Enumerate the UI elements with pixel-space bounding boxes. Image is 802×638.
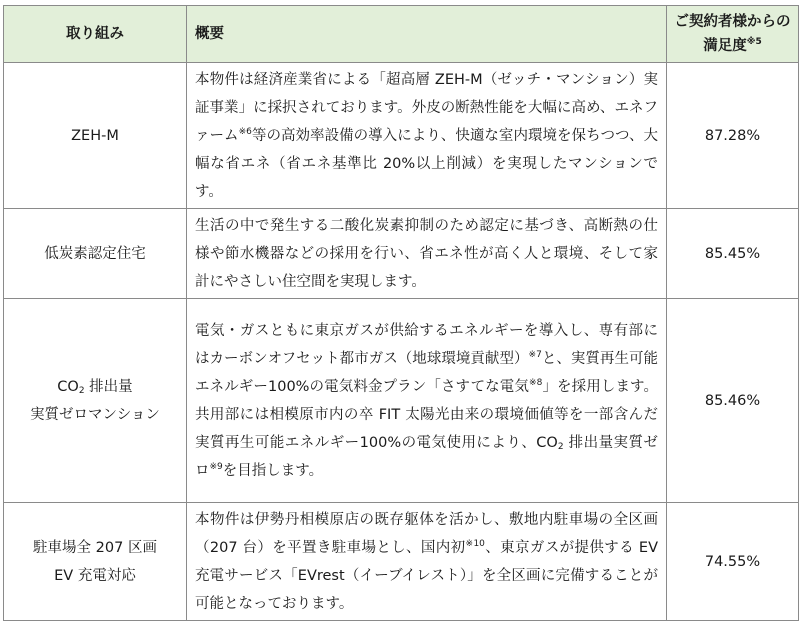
overview-text: 」を採用します。共用部には相模原市内の卒 FIT 太陽光由来の環境価値等を一部含んだ実質再生可能エネルギー100%の電気使用により、CO bbox=[195, 378, 658, 451]
table-row bbox=[4, 209, 799, 299]
subscript: 2 bbox=[557, 441, 564, 452]
name-text: 実質ゼロマンション bbox=[30, 406, 160, 423]
initiative-overview bbox=[187, 63, 667, 209]
overview-text: と、実質再生可能エネルギー100%の電気料金プラン「さすてな電気 bbox=[195, 350, 658, 395]
satisfaction-value: 87.28% bbox=[667, 63, 799, 209]
overview-text: 等の高効率設備の導入により、快適な室内環境を保ちつつ、大幅な省エネ（省エネ基準比 20%以上削減）を実現したマンションです。 bbox=[195, 127, 658, 200]
header-satisfaction-line2: 満足度 bbox=[703, 38, 747, 54]
table-header-row bbox=[4, 6, 799, 63]
subscript: 2 bbox=[78, 385, 85, 396]
footnote-mark: ※7 bbox=[528, 349, 542, 360]
footnote-mark: ※6 bbox=[238, 126, 252, 137]
table-row bbox=[4, 63, 799, 209]
satisfaction-value: 85.46% bbox=[667, 299, 799, 503]
header-initiative: 取り組み bbox=[4, 6, 187, 63]
table-row bbox=[4, 503, 799, 621]
initiative-overview bbox=[187, 209, 667, 299]
initiative-name bbox=[4, 299, 187, 503]
initiative-overview bbox=[187, 299, 667, 503]
overview-text: 、東京ガスが提供する EV 充電サービス「EVrest（イーブイレスト）」を全区画に完備することが可能となっております。 bbox=[195, 539, 658, 612]
footnote-mark: ※9 bbox=[209, 461, 223, 472]
overview-text: 生活の中で発生する二酸化炭素抑制のため認定に基づき、高断熱の仕様や節水機器などの採用を行い、省エネ性が高く人と環境、そして家計にやさしい住空間を実現します。 bbox=[195, 217, 658, 290]
initiatives-table bbox=[3, 5, 799, 621]
name-text: CO bbox=[57, 378, 79, 395]
table-row bbox=[4, 299, 799, 503]
header-satisfaction bbox=[667, 6, 799, 63]
initiative-name bbox=[4, 503, 187, 621]
satisfaction-value: 74.55% bbox=[667, 503, 799, 621]
name-text: EV 充電対応 bbox=[54, 567, 136, 584]
satisfaction-value: 85.45% bbox=[667, 209, 799, 299]
overview-text: 本物件は経済産業省による「超高層 ZEH-M（ゼッチ・マンション）実証事業」に採択されております。外皮の断熱性能を大幅に高め、エネファーム bbox=[195, 71, 658, 144]
initiative-name: 低炭素認定住宅 bbox=[4, 209, 187, 299]
initiative-name: ZEH-M bbox=[4, 63, 187, 209]
overview-text: 排出量実質ゼロ bbox=[195, 434, 658, 479]
footnote-mark: ※8 bbox=[528, 377, 543, 388]
name-text: 排出量 bbox=[84, 378, 133, 395]
footnote-mark: ※10 bbox=[465, 538, 485, 549]
overview-text: 本物件は伊勢丹相模原店の既存躯体を活かし、敷地内駐車場の全区画（207 台）を平置き駐車場とし、国内初 bbox=[195, 511, 658, 556]
initiative-overview bbox=[187, 503, 667, 621]
header-overview: 概要 bbox=[187, 6, 667, 63]
overview-text: 電気・ガスともに東京ガスが供給するエネルギーを導入し、専有部にはカーボンオフセット都市ガス（地球環境貢献型） bbox=[195, 322, 658, 367]
header-satisfaction-line1: ご契約者様からの bbox=[674, 14, 791, 30]
overview-text: を目指します。 bbox=[222, 462, 324, 479]
name-text: 駐車場全 207 区画 bbox=[33, 539, 157, 556]
header-satisfaction-note: ※5 bbox=[746, 37, 762, 48]
